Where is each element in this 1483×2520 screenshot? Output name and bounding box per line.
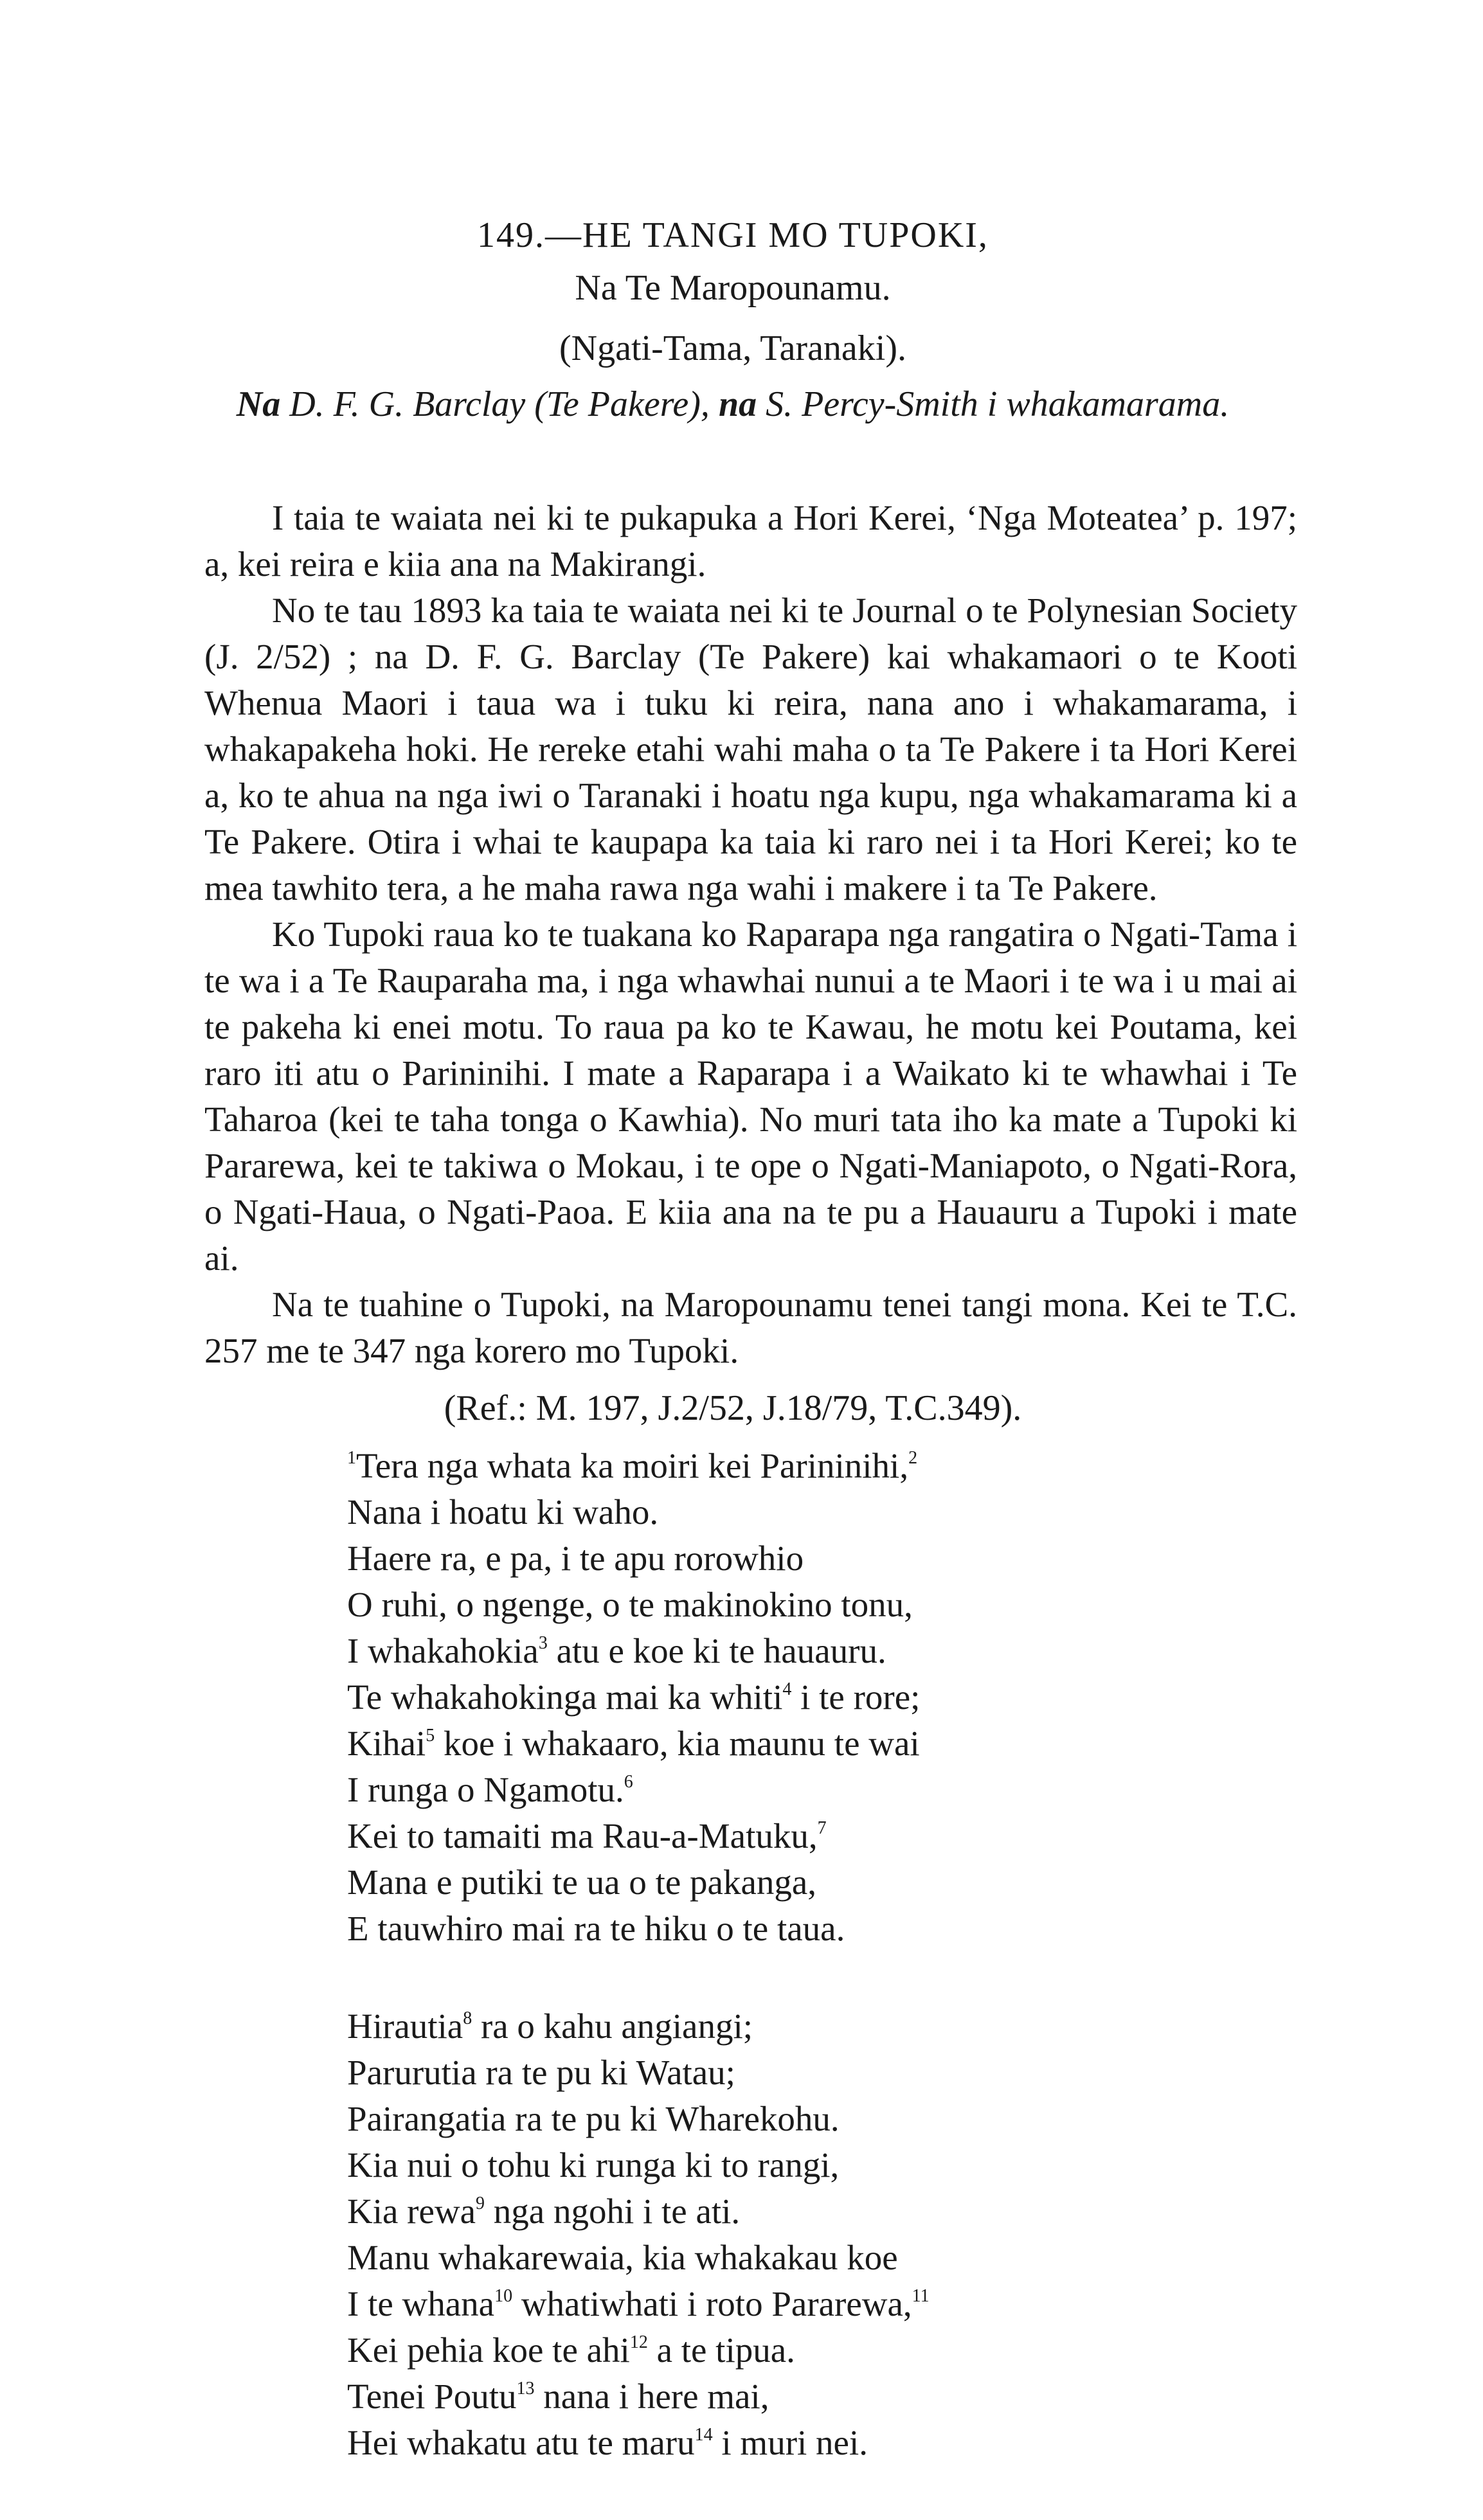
poem-line-text: atu e koe ki te hauauru. bbox=[547, 1631, 886, 1670]
poem-line-text: Hirautia bbox=[347, 2006, 463, 2046]
intro-paragraph: I taia te waiata nei ki te pukapuka a Hori Kerei, ‘Nga Moteatea’ p. 197; a, kei reira e kiia ana na Makirangi. bbox=[204, 498, 1297, 584]
poem-line bbox=[347, 1906, 930, 1952]
intro-paragraph: Na te tuahine o Tupoki, na Maropounamu tenei tangi mona. Kei te T.C. 257 me te 347 nga korero mo Tupoki. bbox=[204, 1285, 1297, 1370]
poem-line-text: Kia nui o tohu ki runga ki to rangi, bbox=[347, 2145, 840, 2185]
poem-stanza-2 bbox=[347, 2003, 930, 2466]
poem-line-text: Manu whakarewaia, kia whakakau koe bbox=[347, 2238, 898, 2277]
poem-line bbox=[347, 1628, 930, 1674]
introduction bbox=[204, 495, 1297, 1374]
tribe-line: (Ngati-Tama, Taranaki). bbox=[559, 328, 906, 368]
poem-line-text: Hei whakatu atu te maru bbox=[347, 2423, 695, 2462]
poem-line-text: ra o kahu angiangi; bbox=[472, 2006, 753, 2046]
footnote-marker: 1 bbox=[347, 1448, 356, 1468]
poem-line bbox=[347, 2142, 930, 2188]
poem-line-text: Kihai bbox=[347, 1724, 426, 1763]
poem-line-text: Te whakahokinga mai ka whiti bbox=[347, 1677, 783, 1717]
poem-line-text: I te whana bbox=[347, 2284, 495, 2323]
poem-line bbox=[347, 2327, 930, 2373]
credit-na-2: na bbox=[718, 384, 757, 424]
credit-line bbox=[212, 384, 1254, 424]
footnote-marker: 5 bbox=[426, 1726, 435, 1746]
poem-line-text: Tera nga whata ka moiri kei Parininihi, bbox=[356, 1446, 909, 1485]
poem-line-text: Kei to tamaiti ma Rau-a-Matuku, bbox=[347, 1816, 818, 1855]
footnote-marker: 13 bbox=[516, 2379, 535, 2399]
credit-na: Na bbox=[236, 384, 281, 424]
poem-line-text: koe i whakaaro, kia maunu te wai bbox=[435, 1724, 920, 1763]
poem-line bbox=[347, 1582, 930, 1628]
poem-line bbox=[347, 2050, 930, 2096]
footnote-marker: 12 bbox=[629, 2332, 648, 2352]
poem-stanza-1 bbox=[347, 1443, 930, 1952]
poem-line-text: nana i here mai, bbox=[534, 2377, 769, 2416]
poem-line-text: i muri nei. bbox=[712, 2423, 868, 2462]
footnote-marker: 11 bbox=[912, 2286, 930, 2306]
poem-line-text: nga ngohi i te ati. bbox=[485, 2192, 741, 2231]
intro-paragraph: No te tau 1893 ka taia te waiata nei ki te Journal o te Polynesian Society (J. 2/52) ; na D. F. G. Barclay (Te Pakere) kai whakamaori o te Kooti Whenua Maori i taua wa i tuku ki reira, nana ano i whakamarama, i whakapakeha hoki. He rereke etahi wahi maha o ta Te Pakere i ta Hori Kerei a, ko te ahua na nga iwi o Taranaki i hoatu nga kupu, nga whakamarama ki a Te Pakere. Otira i whai te kaupapa ka taia ki raro nei i ta Hori Kerei; ko te mea tawhito tera, a he maha rawa nga wahi i makere i ta Te Pakere. bbox=[204, 591, 1297, 907]
poem-line-text: Kia rewa bbox=[347, 2192, 476, 2231]
poem bbox=[347, 1443, 930, 2517]
intro-paragraph: Ko Tupoki raua ko te tuakana ko Raparapa nga rangatira o Ngati-Tama i te wa i a Te Rauparaha ma, i nga whawhai nunui a te Maori i te wa i u mai ai te pakeha ki enei motu. To raua pa ko te Kawau, he motu kei Poutama, kei raro iti atu o Parininihi. I mate a Raparapa i a Waikato ki te whawhai i Te Taharoa (kei te taha tonga o Kawhia). No muri tata iho ka mate a Tupoki ki Pararewa, kei te takiwa o Mokau, i te ope o Ngati-Maniapoto, o Ngati-Rora, o Ngati-Haua, o Ngati-Paoa. E kiia ana na te pu a Hauauru a Tupoki i mate ai. bbox=[204, 915, 1297, 1278]
poem-line bbox=[347, 1443, 930, 1489]
poem-line-text: O ruhi, o ngenge, o te makinokino tonu, bbox=[347, 1585, 913, 1624]
poem-line-text: Nana i hoatu ki waho. bbox=[347, 1492, 659, 1532]
poem-line-text: whatiwhati i roto Pararewa, bbox=[512, 2284, 912, 2323]
credit-text-2: S. Percy-Smith i whakamarama. bbox=[757, 384, 1230, 424]
footnote-marker: 2 bbox=[908, 1448, 918, 1468]
poem-line-text: i te rore; bbox=[791, 1677, 921, 1717]
poem-line-text: Kei pehia koe te ahi bbox=[347, 2330, 630, 2370]
footnote-marker: 3 bbox=[538, 1633, 548, 1653]
poem-line bbox=[347, 2188, 930, 2235]
poem-line bbox=[347, 1489, 930, 1535]
reference-line: (Ref.: M. 197, J.2/52, J.18/79, T.C.349). bbox=[444, 1388, 1022, 1428]
footnote-marker: 4 bbox=[782, 1679, 792, 1699]
poem-line bbox=[347, 1767, 930, 1813]
poem-line-text: Tenei Poutu bbox=[347, 2377, 517, 2416]
poem-line bbox=[347, 1674, 930, 1720]
poem-line bbox=[347, 1720, 930, 1767]
poem-line-text: Mana e putiki te ua o te pakanga, bbox=[347, 1863, 817, 1902]
footnote-marker: 6 bbox=[624, 1772, 633, 1792]
poem-line-text: Pairangatia ra te pu ki Wharekohu. bbox=[347, 2099, 840, 2138]
footnote-marker: 7 bbox=[817, 1818, 827, 1838]
credit-text: D. F. G. Barclay (Te Pakere), bbox=[280, 384, 719, 424]
poem-line-text: Haere ra, e pa, i te apu rorowhio bbox=[347, 1539, 804, 1578]
footnote-marker: 14 bbox=[694, 2425, 713, 2445]
poem-line bbox=[347, 1859, 930, 1906]
poem-line-text: Parurutia ra te pu ki Watau; bbox=[347, 2053, 735, 2092]
song-title: 149.—HE TANGI MO TUPOKI, bbox=[477, 215, 989, 255]
poem-line bbox=[347, 1813, 930, 1859]
poem-line-text: E tauwhiro mai ra te hiku o te taua. bbox=[347, 1909, 845, 1948]
footnote-marker: 10 bbox=[494, 2286, 513, 2306]
poem-line bbox=[347, 2281, 930, 2327]
poem-line bbox=[347, 2003, 930, 2050]
heading-block bbox=[212, 212, 1254, 424]
poem-line bbox=[347, 2373, 930, 2420]
poem-line bbox=[347, 2235, 930, 2281]
poem-line-text: I whakahokia bbox=[347, 1631, 539, 1670]
poem-line bbox=[347, 2096, 930, 2142]
poem-line-text: I runga o Ngamotu. bbox=[347, 1770, 624, 1809]
composer-line: Na Te Maropounamu. bbox=[575, 268, 891, 308]
footnote-marker: 9 bbox=[476, 2194, 485, 2213]
poem-line-text: a te tipua. bbox=[647, 2330, 795, 2370]
poem-line bbox=[347, 2420, 930, 2466]
footnote-marker: 8 bbox=[463, 2008, 472, 2028]
poem-line bbox=[347, 1535, 930, 1582]
